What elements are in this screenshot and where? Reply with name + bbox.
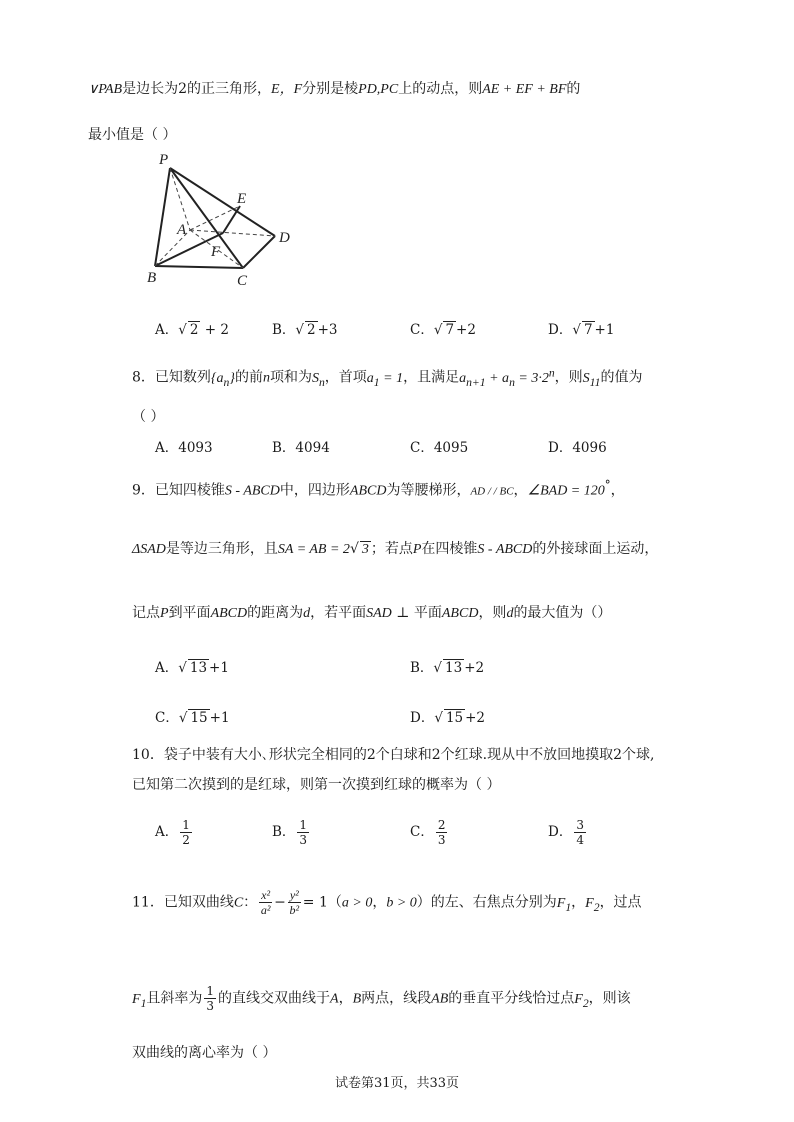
q9-option-d[interactable]: D．√ 15 +2 xyxy=(410,710,486,726)
q10-option-b[interactable]: B． $\frac{1}{3}$ xyxy=(272,818,308,847)
pyramid-figure xyxy=(145,148,295,288)
q10-line1: 10．袋子中装有大小､形状完全相同的2个白球和2个红球.现从中不放回地摸取2个球, xyxy=(132,747,655,763)
q7-option-a[interactable]: A．√ 2 + 2 xyxy=(155,322,229,338)
q7-option-d[interactable]: D．√ 7 +1 xyxy=(548,322,615,338)
q8-option-d[interactable]: D．4096 xyxy=(548,440,607,456)
label-d: D xyxy=(279,230,290,246)
q10-option-d[interactable]: D． $\frac{3}{4}$ xyxy=(548,818,584,847)
q9-option-a[interactable]: A．√ 13 +1 xyxy=(155,660,229,676)
page-footer: 试卷第31页，共33页 xyxy=(334,1076,460,1091)
q11-line1: 11．已知双曲线C： $\frac{\text{x²}}{\text{a²}}$ − $\frac{\text{y²}}{\text{b²}}$ = 1（a > 0，b > 0）的左、右焦点分别为$F_1$，$F_2$，过点 xyxy=(132,888,642,917)
label-f: F xyxy=(211,244,221,260)
q10-option-a[interactable]: A． $\frac{1}{2}$ xyxy=(155,818,190,847)
q11-line3: 双曲线的离心率为（ ） xyxy=(132,1045,277,1061)
label-a: A xyxy=(177,222,187,238)
q9-option-b[interactable]: B．√ 13 +2 xyxy=(410,660,485,676)
q8-option-b[interactable]: B．4094 xyxy=(272,440,330,456)
q8-option-c[interactable]: C．4095 xyxy=(410,440,469,456)
q9-line1: 9．已知四棱锥S - ABCD中，四边形ABCD为等腰梯形，AD / / BC，∠BAD = 120°， xyxy=(132,478,625,499)
q9-line3: 记点P到平面ABCD的距离为d，若平面SAD ⊥ 平面ABCD，则d的最大值为（） xyxy=(132,605,612,621)
label-c: C xyxy=(237,273,248,288)
q10-option-c[interactable]: C． $\frac{2}{3}$ xyxy=(410,818,446,847)
label-e: E xyxy=(237,191,247,207)
q8-option-a[interactable]: A．4093 xyxy=(155,440,213,456)
q9-line2: ΔSAD是等边三角形，且SA = AB = 2√ 3 ；若点P在四棱锥S - ABCD的外接球面上运动， xyxy=(132,541,659,557)
q7-line2: 最小值是（ ） xyxy=(88,127,177,143)
q8-paren: （ ） xyxy=(132,409,165,425)
q7-line1: ∨PAB是边长为2的正三角形，E，F分别是棱PD,PC上的动点，则AE + EF + BF的 xyxy=(88,81,581,97)
label-b: B xyxy=(147,270,157,286)
q9-option-c[interactable]: C．√ 15 +1 xyxy=(155,710,230,726)
q7-option-b[interactable]: B．√ 2 +3 xyxy=(272,322,338,338)
q10-line2: 已知第二次摸到的是红球，则第一次摸到红球的概率为（ ） xyxy=(132,777,501,793)
q8-line1: 8．已知数列$\{a_n\}$的前n项和为$S_n$，首项$a_1 = 1$，且满足$a_{n+1} + a_n = 3\cdot 2^n$，则$S_{11}$的值为 xyxy=(132,366,643,389)
q11-line2: $F_1$且斜率为 $\frac{1}{3}$ 的直线交双曲线于A，B两点，线段AB的垂直平分线恰过点$F_2$，则该 xyxy=(132,984,631,1013)
q7-option-c[interactable]: C．√ 7 +2 xyxy=(410,322,476,338)
label-p: P xyxy=(159,152,169,168)
q7-triangle: ∨PAB xyxy=(88,82,123,97)
